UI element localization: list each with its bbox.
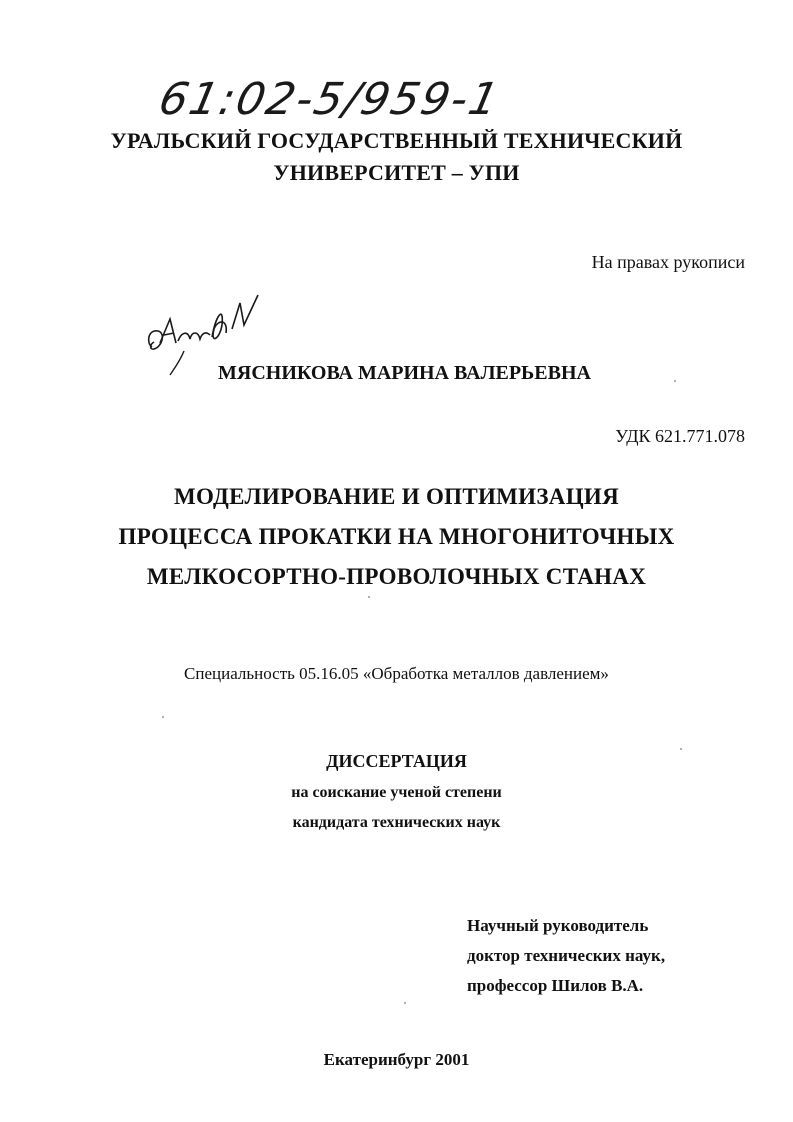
dissertation-degree-line1: на соискание ученой степени [291,784,502,801]
title-line3: МЕЛКОСОРТНО-ПРОВОЛОЧНЫХ СТАНАХ [146,564,647,589]
rights-note: На правах рукописи [591,252,745,272]
dissertation-heading: ДИССЕРТАЦИЯ [326,751,467,771]
scan-speck [674,380,676,382]
scan-speck [162,716,164,718]
title-line2: ПРОЦЕССА ПРОКАТКИ НА МНОГОНИТОЧНЫХ [118,524,675,549]
university-name-line1: УРАЛЬСКИЙ ГОСУДАРСТВЕННЫЙ ТЕХНИЧЕСКИЙ [110,128,683,153]
dissertation-degree-line2: кандидата технических наук [292,814,501,831]
scan-speck [404,1002,406,1004]
udc-code: УДК 621.771.078 [615,426,745,446]
specialty: Специальность 05.16.05 «Обработка металлов давлением» [184,664,609,683]
scan-speck [680,748,682,750]
title-line1: МОДЕЛИРОВАНИЕ И ОПТИМИЗАЦИЯ [173,484,619,509]
author-name: МЯСНИКОВА МАРИНА ВАЛЕРЬЕВНА [218,362,591,384]
supervisor-line1: Научный руководитель [467,916,649,935]
university-name-line2: УНИВЕРСИТЕТ – УПИ [273,160,520,185]
scan-speck [368,596,370,598]
supervisor-line2: доктор технических наук, [467,946,666,965]
place-year: Екатеринбург 2001 [323,1050,470,1069]
supervisor-line3: профессор Шилов В.А. [467,976,644,995]
archive-code-handwritten: 61:02-5/959-1 [154,74,505,125]
